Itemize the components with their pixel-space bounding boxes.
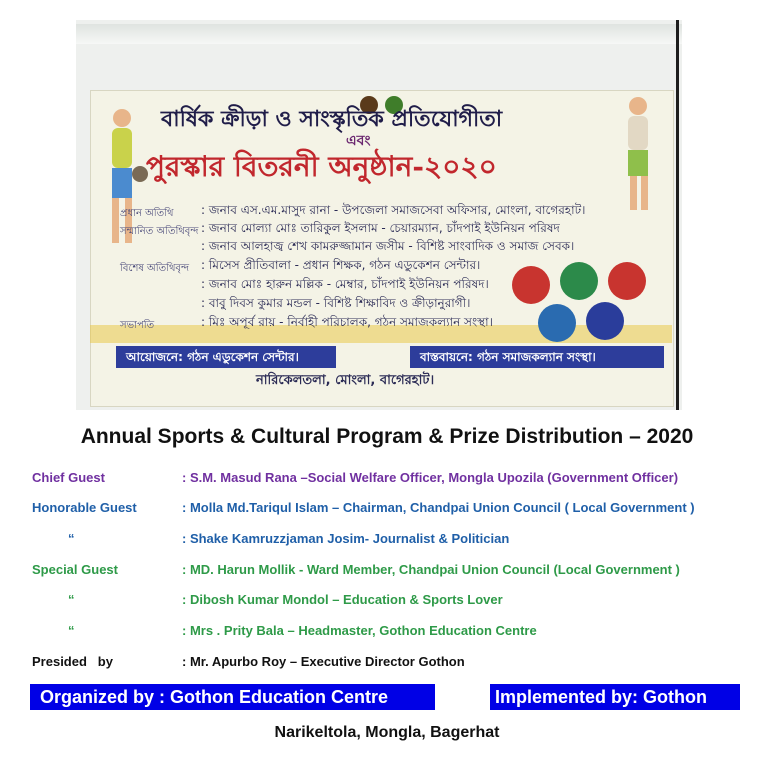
banner-row-label: বিশেষ অতিথিবৃন্দ	[120, 263, 190, 274]
banner-heading-line1: বার্ষিক ক্রীড়া ও সাংস্কৃতিক প্রতিযোগীতা	[161, 106, 503, 132]
banner-row-label: সম্মানিত অতিথিবৃন্দ	[120, 226, 199, 237]
guest-value: : Molla Md.Tariqul Islam – Chairman, Chandpai Union Council ( Local Government )	[182, 500, 695, 515]
banner-row-label: সভাপতি	[120, 320, 155, 331]
guest-label: Honorable Guest	[32, 500, 137, 515]
banner-implementer: বাস্তবায়নে: গঠন সমাজকল্যান সংস্থা।	[410, 346, 664, 368]
implemented-by-box: Implemented by: Gothon	[490, 684, 740, 710]
banner-pole	[676, 20, 679, 410]
banner-row: : মিঃ অপূর্ব রায় - নির্বাহী পরিচালক, গঠন সমাজকল্যান সংস্থা।	[201, 315, 493, 329]
banner-row: : বাবু দিবস কুমার মন্ডল - বিশিষ্ট শিক্ষাবিদ ও ক্রীড়ানুরাগী।	[201, 296, 471, 310]
guest-value: : MD. Harun Mollik - Ward Member, Chandpai Union Council (Local Government )	[182, 562, 680, 577]
banner-row: : জনাব এস.এম.মাসুদ রানা - উপজেলা সমাজসেবা অফিসার, মোংলা, বাগেরহাট।	[201, 203, 586, 217]
guest-value: : Shake Kamruzzjaman Josim- Journalist & Politician	[182, 531, 510, 546]
page-title: Annual Sports & Cultural Program & Prize Distribution – 2020	[80, 425, 694, 448]
banner-row-label: প্রধান অতিথি	[120, 208, 174, 219]
banner-row: : জনাব মোঃ হারুন মল্লিক - মেম্বার, চাঁদপাই ইউনিয়ন পরিষদ।	[201, 277, 489, 291]
banner-place: নারিকেলতলা, মোংলা, বাগেরহাট।	[256, 373, 435, 388]
photo-background	[76, 24, 682, 44]
guest-value: : Mr. Apurbo Roy – Executive Director Gothon	[182, 654, 465, 669]
banner-organizer: আয়োজনে: গঠন এডুকেশন সেন্টার।	[116, 346, 336, 368]
banner-heading-line2: এবং	[346, 133, 371, 149]
cricket-icon	[512, 266, 550, 304]
guest-value: : Dibosh Kumar Mondol – Education & Sports Lover	[182, 592, 503, 607]
banner-row: : জনাব মোল্যা মোঃ তারিকুল ইসলাম - চেয়ারম্যান, চাঁদপাই ইউনিয়ন পরিষদ	[201, 221, 560, 235]
banner-row: : মিসেস প্রীতিবালা - প্রধান শিক্ষক, গঠন এডুকেশন সেন্টার।	[201, 258, 481, 272]
sprint-icon	[608, 262, 646, 300]
organized-by-box: Organized by : Gothon Education Centre	[30, 684, 435, 710]
guest-value: : Mrs . Prity Bala – Headmaster, Gothon Education Centre	[182, 623, 537, 638]
ditto-mark: “	[68, 531, 75, 546]
guest-label: Special Guest	[32, 562, 118, 577]
football-icon	[538, 304, 576, 342]
banner-row: : জনাব আলহাজ্ব শেখ কামরুজ্জামান জসীম - বিশিষ্ট সাংবাদিক ও সমাজ সেবক।	[201, 239, 575, 253]
running-icon	[560, 262, 598, 300]
guest-label: Chief Guest	[32, 470, 105, 485]
volleyball-icon	[586, 302, 624, 340]
athlete-right-illustration	[608, 94, 668, 214]
banner-heading-line3: পুরস্কার বিতরনী অনুষ্ঠান-২০২০	[146, 150, 497, 183]
ditto-mark: “	[68, 623, 75, 638]
banner-photo	[76, 20, 682, 410]
guest-label: Presided by	[32, 654, 113, 669]
ditto-mark: “	[68, 592, 75, 607]
address-line: Narikeltola, Mongla, Bagerhat	[274, 724, 500, 741]
guest-value: : S.M. Masud Rana –Social Welfare Officer, Mongla Upozila (Government Officer)	[182, 470, 679, 485]
